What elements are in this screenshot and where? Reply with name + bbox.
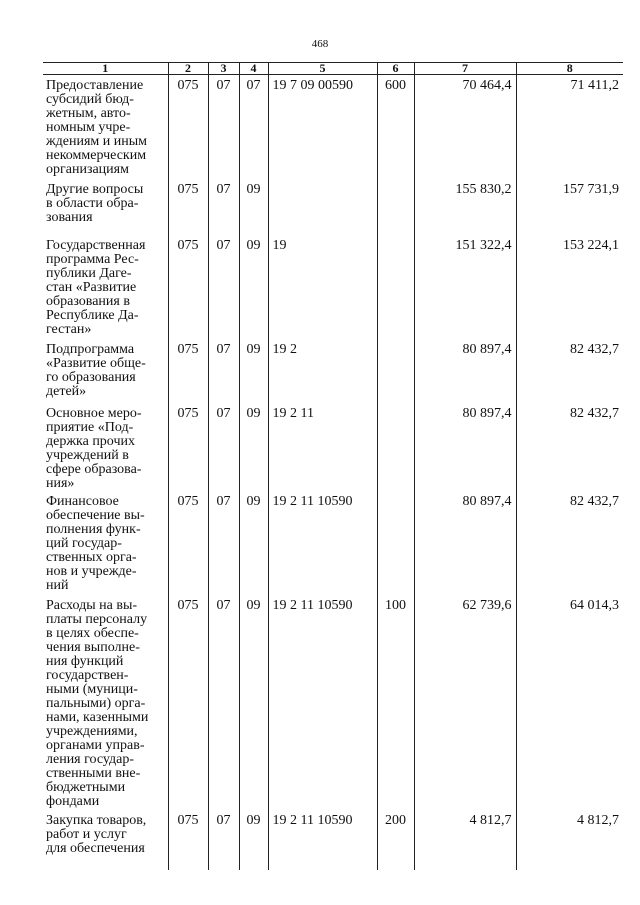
row-cs-cell — [268, 179, 377, 235]
row-cs-cell: 19 7 09 00590 — [268, 75, 377, 179]
row-name-line: ственных орга- — [46, 549, 137, 565]
row-rz-cell: 07 — [208, 595, 239, 810]
row-sum1-cell: 70 464,4 — [414, 75, 516, 179]
row-name-line: зования — [46, 209, 93, 225]
row-rz-cell: 07 — [208, 339, 239, 403]
table-row — [43, 595, 623, 810]
row-name-line: обеспечение вы- — [46, 507, 145, 523]
row-name-line: пальными) орга- — [46, 695, 146, 711]
row-gr-cell: 075 — [168, 810, 208, 870]
row-name-cell — [43, 339, 168, 403]
row-name-line: ными (муници- — [46, 681, 138, 697]
row-name-line: жетным, авто- — [46, 106, 131, 121]
row-sum2-cell: 153 224,1 — [516, 235, 623, 339]
row-cs-cell: 19 2 11 10590 — [268, 810, 377, 870]
row-sum1-cell: 151 322,4 — [414, 235, 516, 339]
row-sum1-cell: 4 812,7 — [414, 810, 516, 870]
row-name-line: публики Даге- — [46, 265, 132, 281]
row-name-line: Закупка товаров, — [46, 812, 147, 828]
row-vr-cell — [377, 403, 414, 491]
row-vr-cell: 100 — [377, 595, 414, 810]
row-gr-cell: 075 — [168, 339, 208, 403]
row-name-line: организациям — [46, 162, 129, 177]
row-sum1-cell: 80 897,4 — [414, 491, 516, 595]
row-pr-cell: 09 — [239, 235, 268, 339]
table-row — [43, 491, 623, 595]
row-name-line: полнения функ- — [46, 521, 141, 537]
row-name-line: платы персоналу — [46, 611, 148, 627]
page-number: 468 — [311, 38, 329, 50]
row-name-line: работ и услуг — [46, 826, 127, 842]
row-gr-cell: 075 — [168, 595, 208, 810]
row-sum2-cell: 82 432,7 — [516, 339, 623, 403]
row-name-line: ния функций — [46, 653, 124, 669]
row-name-line: чения выполне- — [46, 639, 140, 655]
row-name-line: приятие «Под- — [46, 419, 134, 435]
row-cs-cell: 19 2 11 10590 — [268, 595, 377, 810]
row-gr-cell: 075 — [168, 75, 208, 179]
header-row — [43, 63, 623, 75]
row-name-line: гестан» — [46, 321, 92, 337]
row-name-line: некоммерческим — [46, 148, 147, 163]
row-name-line: Государственная — [46, 237, 146, 253]
row-name-line: Предоставление — [46, 78, 144, 93]
row-name-line: держка прочих — [46, 433, 135, 449]
row-pr-cell: 09 — [239, 595, 268, 810]
table-row — [43, 179, 623, 235]
row-name-line: ций государ- — [46, 535, 122, 551]
row-name-line: в целях обеспе- — [46, 625, 139, 641]
row-rz-cell: 07 — [208, 235, 239, 339]
header-col-3: 3 — [208, 63, 239, 75]
row-name-line: ственными вне- — [46, 765, 141, 781]
row-name-line: программа Рес- — [46, 251, 139, 267]
row-name-line: «Развитие обще- — [46, 355, 146, 371]
row-name-line: номным учре- — [46, 120, 131, 135]
row-name-line: стан «Развитие — [46, 279, 137, 295]
row-name-cell — [43, 810, 168, 870]
row-pr-cell: 09 — [239, 491, 268, 595]
table-row — [43, 235, 623, 339]
row-name-line: нов и учрежде- — [46, 563, 137, 579]
row-rz-cell: 07 — [208, 75, 239, 179]
table-body — [43, 75, 623, 870]
row-name-line: бюджетными — [46, 779, 126, 795]
header-col-8: 8 — [516, 63, 623, 75]
row-vr-cell: 200 — [377, 810, 414, 870]
row-vr-cell — [377, 339, 414, 403]
row-name-line: фондами — [46, 793, 100, 809]
row-name-line: учреждений в — [46, 447, 129, 463]
row-name-line: ждениям и иным — [46, 134, 148, 149]
row-name-line: государствен- — [46, 667, 129, 683]
row-vr-cell — [377, 235, 414, 339]
row-name-line: в области обра- — [46, 195, 139, 211]
table-row — [43, 403, 623, 491]
row-vr-cell — [377, 179, 414, 235]
row-name-line: органами управ- — [46, 737, 145, 753]
row-sum2-cell: 82 432,7 — [516, 403, 623, 491]
row-sum2-cell: 4 812,7 — [516, 810, 623, 870]
header-col-1: 1 — [43, 63, 168, 75]
row-sum1-cell: 155 830,2 — [414, 179, 516, 235]
header-col-2: 2 — [168, 63, 208, 75]
row-cs-cell: 19 2 11 10590 — [268, 491, 377, 595]
row-vr-cell — [377, 491, 414, 595]
row-name-line: го образования — [46, 369, 136, 385]
row-name-line: учреждениями, — [46, 723, 138, 739]
row-gr-cell: 075 — [168, 491, 208, 595]
row-name-line: Расходы на вы- — [46, 597, 138, 613]
row-cs-cell: 19 2 11 — [268, 403, 377, 491]
row-rz-cell: 07 — [208, 810, 239, 870]
row-sum1-cell: 62 739,6 — [414, 595, 516, 810]
row-name-line: Республике Да- — [46, 307, 139, 323]
row-name-line: субсидий бюд- — [46, 92, 134, 107]
row-name-line: ления государ- — [46, 751, 135, 767]
row-rz-cell: 07 — [208, 179, 239, 235]
row-name-cell — [43, 491, 168, 595]
row-pr-cell: 09 — [239, 179, 268, 235]
row-rz-cell: 07 — [208, 491, 239, 595]
row-name-cell — [43, 403, 168, 491]
row-rz-cell: 07 — [208, 403, 239, 491]
row-sum1-cell: 80 897,4 — [414, 339, 516, 403]
row-name-line: Финансовое — [46, 493, 119, 509]
header-col-4: 4 — [239, 63, 268, 75]
row-sum2-cell: 157 731,9 — [516, 179, 623, 235]
row-sum2-cell: 64 014,3 — [516, 595, 623, 810]
row-gr-cell: 075 — [168, 179, 208, 235]
row-name-line: ния» — [46, 475, 75, 491]
header-col-7: 7 — [414, 63, 516, 75]
row-pr-cell: 09 — [239, 810, 268, 870]
row-vr-cell: 600 — [377, 75, 414, 179]
row-name-cell — [43, 75, 168, 179]
header-col-5: 5 — [268, 63, 377, 75]
row-name-line: для обеспечения — [46, 840, 145, 856]
row-name-line: детей» — [46, 383, 87, 399]
row-name-cell — [43, 235, 168, 339]
row-gr-cell: 075 — [168, 403, 208, 491]
row-name-line: ний — [46, 577, 69, 593]
row-sum1-cell: 80 897,4 — [414, 403, 516, 491]
row-cs-cell: 19 2 — [268, 339, 377, 403]
row-cs-cell: 19 — [268, 235, 377, 339]
row-name-line: сфере образова- — [46, 461, 142, 477]
row-name-line: Подпрограмма — [46, 341, 135, 357]
row-name-line: Основное меро- — [46, 405, 142, 421]
row-gr-cell: 075 — [168, 235, 208, 339]
table-row — [43, 75, 623, 179]
row-pr-cell: 07 — [239, 75, 268, 179]
row-sum2-cell: 71 411,2 — [516, 75, 623, 179]
row-name-line: Другие вопросы — [46, 181, 144, 197]
table-row — [43, 339, 623, 403]
row-pr-cell: 09 — [239, 403, 268, 491]
row-sum2-cell: 82 432,7 — [516, 491, 623, 595]
row-name-cell — [43, 595, 168, 810]
header-col-6: 6 — [377, 63, 414, 75]
table-row — [43, 810, 623, 870]
row-pr-cell: 09 — [239, 339, 268, 403]
row-name-line: нами, казенными — [46, 709, 149, 725]
budget-table — [43, 62, 623, 870]
row-name-line: образования в — [46, 293, 130, 309]
row-name-cell — [43, 179, 168, 235]
